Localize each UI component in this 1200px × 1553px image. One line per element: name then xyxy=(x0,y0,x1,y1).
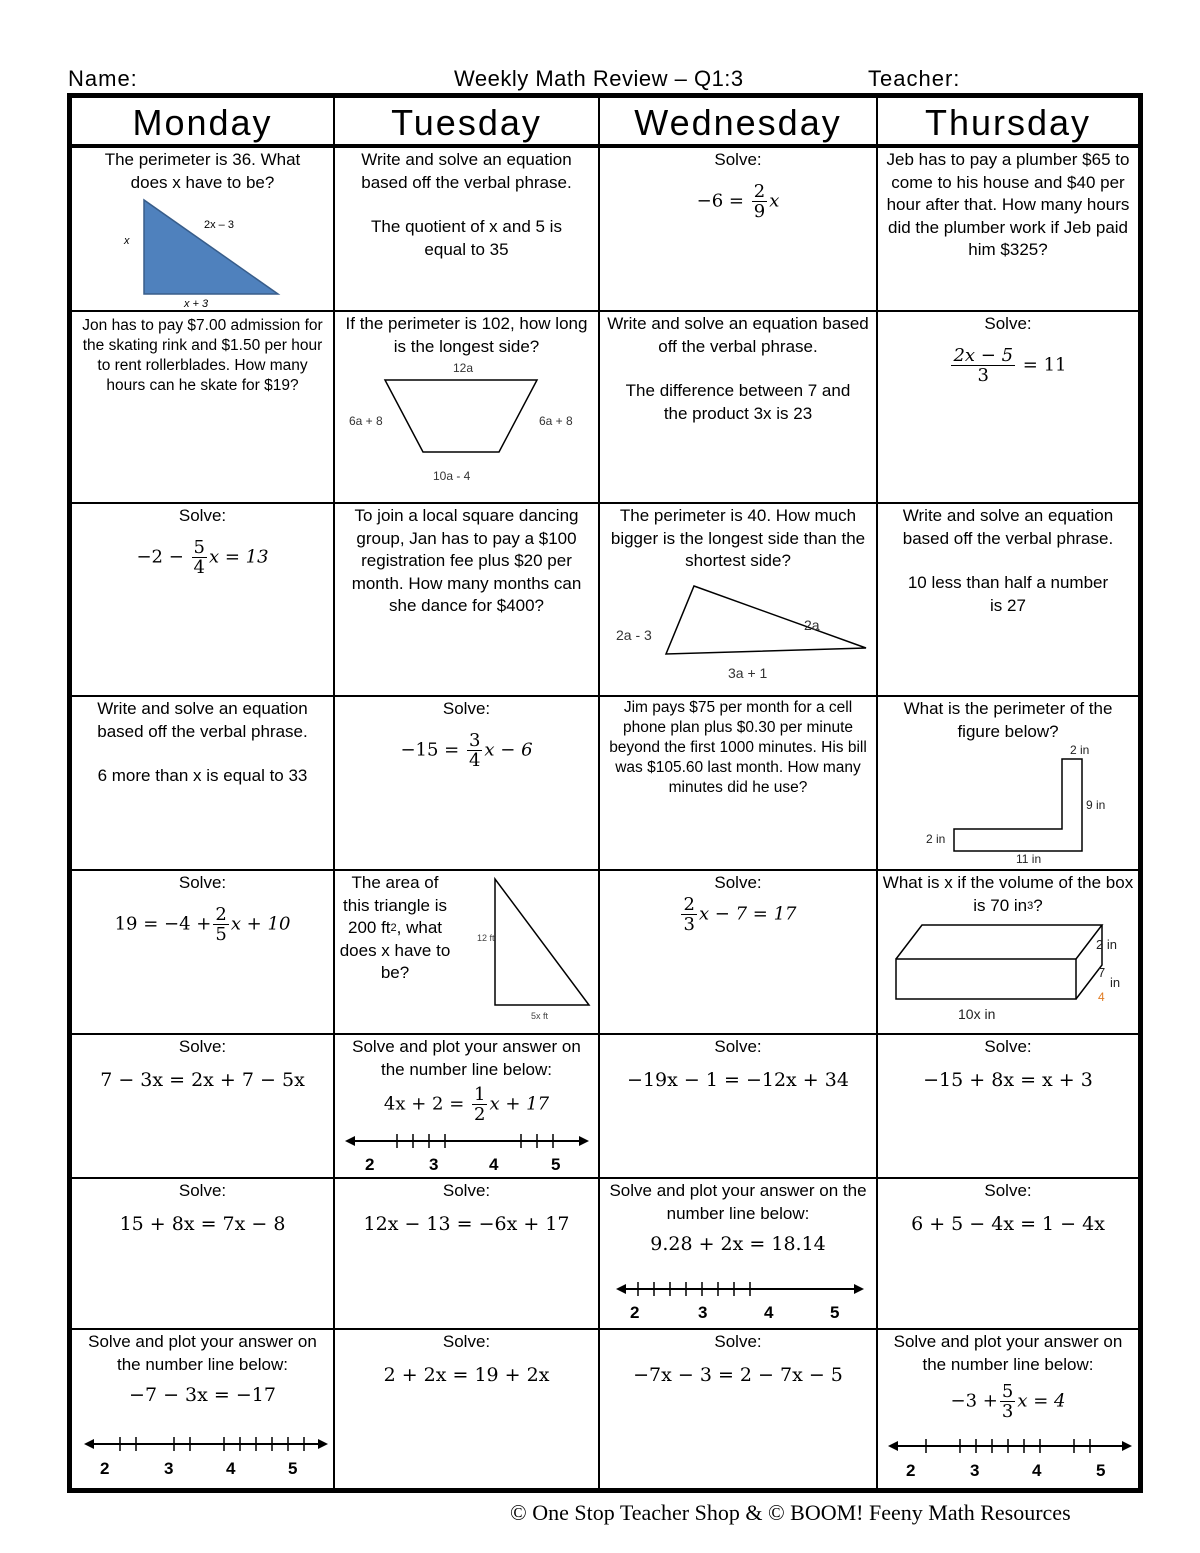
right-arrow xyxy=(854,1284,864,1294)
tick-label: 3 xyxy=(429,1155,439,1174)
instruction-text: Solve and plot your answer on the number line below: xyxy=(352,1037,581,1079)
equation xyxy=(604,895,872,934)
verbal-phrase: The difference between 7 and the product 3x is 23 xyxy=(625,381,851,423)
tick-label: 4 xyxy=(1032,1461,1042,1480)
base-label: 11 in xyxy=(1016,852,1042,865)
instruction-text: Solve and plot your answer on the number line below: xyxy=(893,1332,1123,1374)
problem-text: Jeb has to pay a plumber $65 to come to his house and $40 per hour after that. How many hours did the plumber work if Jeb paid him $325? xyxy=(886,150,1130,259)
numerator: 2 xyxy=(683,893,695,915)
exponent: 2 xyxy=(390,922,397,934)
tick-label: 4 xyxy=(489,1155,499,1174)
solve-label: Solve: xyxy=(178,506,227,525)
copyright-footer: © One Stop Teacher Shop & © BOOM! Feeny Math Resources xyxy=(510,1500,1071,1525)
depth-label-number: 7 xyxy=(1098,965,1106,980)
day-header-thursday: Thursday xyxy=(924,102,1092,143)
monday-solve-problem-3 xyxy=(72,1035,333,1177)
left-side-label: 6a + 8 xyxy=(349,414,383,428)
day-header-monday: Monday xyxy=(132,102,273,143)
monday-verbal-phrase-problem xyxy=(72,697,333,869)
tick-label: 5 xyxy=(830,1303,840,1322)
equation: −7x − 3 = 2 − 7x − 5 xyxy=(633,1363,843,1386)
thursday-solve-problem xyxy=(878,312,1138,502)
solve-label: Solve: xyxy=(984,314,1032,333)
right-side-label: 2a xyxy=(804,617,820,633)
equation-right: = 11 xyxy=(1022,354,1067,375)
l-shape-figure xyxy=(918,741,1128,865)
instruction-text: Write and solve an equation based off the verbal phrase. xyxy=(607,314,869,356)
numerator: 3 xyxy=(468,729,481,751)
tick-label: 5 xyxy=(1096,1461,1106,1480)
solve-label: Solve: xyxy=(178,1181,227,1200)
solve-label: Solve: xyxy=(442,1332,491,1351)
tick-label: 4 xyxy=(226,1459,236,1478)
problem-text: Jim pays $75 per month for a cell phone plan plus $0.30 per minute beyond the first 1000 minutes. His bill was $105.60 last month. How many minutes did he use? xyxy=(609,699,867,796)
numerator: 1 xyxy=(474,1084,486,1105)
problem-text xyxy=(339,872,451,985)
monday-solve-problem-2 xyxy=(72,871,333,1033)
instruction-text: Write and solve an equation based off the verbal phrase. xyxy=(902,506,1114,548)
fraction xyxy=(192,538,207,577)
tuesday-verbal-phrase-problem xyxy=(335,148,598,310)
worksheet-title: Weekly Math Review – Q1:3 xyxy=(454,66,744,91)
scalene-triangle-figure xyxy=(604,578,872,690)
problem-text: To join a local square dancing group, Jan has to pay a $100 registration fee plus $20 per month. How many months can she dance for $400? xyxy=(351,506,582,615)
denominator: 4 xyxy=(193,556,205,578)
triangle-shape xyxy=(144,200,278,294)
problem-text: The perimeter is 36. What does x have to be? xyxy=(104,150,301,192)
fraction xyxy=(951,346,1015,385)
thursday-solve-problem-2 xyxy=(878,1035,1138,1177)
verbal-phrase: The quotient of x and 5 is equal to 35 xyxy=(371,217,562,259)
equation: 6 + 5 − 4x = 1 − 4x xyxy=(911,1212,1105,1235)
thursday-plumber-problem xyxy=(878,148,1138,310)
tuesday-plot-problem xyxy=(335,1035,598,1177)
denominator: 3 xyxy=(683,913,695,935)
box-figure xyxy=(892,919,1138,1031)
equation: 9.28 + 2x = 18.14 xyxy=(650,1233,826,1255)
equation: 12x − 13 = −6x + 17 xyxy=(363,1212,570,1235)
tick-label: 3 xyxy=(698,1303,708,1322)
right-arrow xyxy=(318,1439,328,1449)
tick-labels xyxy=(906,1461,1105,1480)
wednesday-triangle-perimeter-problem xyxy=(600,504,876,695)
number-line[interactable] xyxy=(345,1131,589,1177)
tick-label: 5 xyxy=(551,1155,561,1174)
equation-right: x − 6 xyxy=(484,739,533,760)
equation: −15 + 8x = x + 3 xyxy=(923,1068,1093,1091)
side-label-base: x + 3 xyxy=(184,298,209,308)
equation-right: x = 4 xyxy=(1017,1390,1066,1412)
tuesday-triangle-area-problem xyxy=(335,871,598,1033)
side-label-x: x xyxy=(124,235,130,247)
equation: 7 − 3x = 2x + 7 − 5x xyxy=(100,1068,305,1091)
fraction xyxy=(472,1085,487,1124)
equation xyxy=(882,346,1134,385)
problem-text-b: , what does x have to be? xyxy=(339,918,451,982)
equation: 15 + 8x = 7x − 8 xyxy=(119,1212,286,1235)
equation-right: x = 13 xyxy=(208,546,269,567)
day-header-wednesday: Wednesday xyxy=(634,102,842,143)
right-triangle-figure xyxy=(473,875,595,1023)
thursday-solve-problem-3 xyxy=(878,1179,1138,1328)
equation: 2 + 2x = 19 + 2x xyxy=(383,1363,550,1386)
instruction-text: Solve and plot your answer on the number line below: xyxy=(88,1332,317,1374)
number-line[interactable] xyxy=(616,1279,864,1325)
equation xyxy=(339,1085,594,1124)
tick-labels xyxy=(630,1303,839,1322)
length-label: 10x in xyxy=(958,1006,996,1022)
problem-text: If the perimeter is 102, how long is the longest side? xyxy=(345,314,588,356)
triangle-shape xyxy=(495,879,589,1005)
thursday-l-shape-perimeter-problem xyxy=(878,697,1138,869)
day-header-tuesday: Tuesday xyxy=(391,102,542,143)
side-label-hypotenuse: 2x – 3 xyxy=(204,219,234,231)
problem-text-b: ? xyxy=(1033,895,1043,915)
equation-right: x + 10 xyxy=(230,913,291,934)
equation: −19x − 1 = −12x + 34 xyxy=(627,1068,849,1091)
problem-text-a: The area of this triangle is 200 ft xyxy=(343,873,447,937)
wednesday-plot-problem xyxy=(600,1179,876,1328)
solve-label: Solve: xyxy=(714,873,762,892)
trapezoid-figure xyxy=(339,360,593,490)
denominator: 3 xyxy=(977,364,989,386)
depth-label-unit: in xyxy=(1110,975,1121,990)
wednesday-verbal-phrase-problem xyxy=(600,312,876,502)
wednesday-cell-phone-problem xyxy=(600,697,876,869)
numerator: 2 xyxy=(753,180,766,202)
review-grid xyxy=(67,93,1143,1493)
fraction xyxy=(213,905,228,944)
instruction-text: Write and solve an equation based off the verbal phrase. xyxy=(97,699,308,741)
solve-label: Solve: xyxy=(442,699,491,718)
tick-labels xyxy=(100,1459,297,1478)
name-label: Name: xyxy=(68,66,138,91)
tick-label: 2 xyxy=(906,1461,916,1480)
equation-left: −3 + xyxy=(950,1390,998,1412)
instruction-text: Write and solve an equation based off the verbal phrase. xyxy=(361,150,572,192)
numerator: 5 xyxy=(193,536,205,558)
box-top-face xyxy=(896,925,1102,959)
tick-label: 5 xyxy=(288,1459,298,1478)
instruction-text: Solve and plot your answer on the number line below: xyxy=(609,1181,867,1223)
equation-right: x xyxy=(769,190,780,211)
monday-skating-problem xyxy=(72,312,333,502)
problem-text: Jon has to pay $7.00 admission for the skating rink and $1.50 per hour to rent rollerblades. How many hours can he skate for $19? xyxy=(82,317,323,394)
trapezoid-shape xyxy=(385,380,537,452)
verbal-phrase: 6 more than x is equal to 33 xyxy=(97,766,308,785)
tick-label: 3 xyxy=(970,1461,980,1480)
tick-label: 2 xyxy=(365,1155,375,1174)
top-width-label: 2 in xyxy=(1070,743,1090,757)
fraction xyxy=(681,895,696,934)
solve-label: Solve: xyxy=(178,873,227,892)
left-arrow xyxy=(888,1441,898,1451)
equation xyxy=(76,905,329,944)
tuesday-dancing-problem xyxy=(335,504,598,695)
teacher-label: Teacher: xyxy=(868,66,961,91)
fraction xyxy=(752,182,767,221)
solve-label: Solve: xyxy=(984,1037,1032,1056)
equation xyxy=(339,731,594,770)
numerator: 2 xyxy=(215,903,227,925)
number-line[interactable] xyxy=(888,1436,1132,1484)
problem-text-a: What is x if the volume of the box is 70 in xyxy=(882,873,1134,915)
triangle-shape xyxy=(666,586,866,654)
left-height-label: 2 in xyxy=(926,832,946,846)
tick-label: 4 xyxy=(764,1303,774,1322)
left-arrow xyxy=(345,1136,355,1146)
denominator: 3 xyxy=(1001,1401,1014,1422)
l-shape xyxy=(954,759,1082,851)
monday-solve-problem xyxy=(72,504,333,695)
equation-left: 19 = −4 + xyxy=(114,913,212,934)
numerator: 2x − 5 xyxy=(953,344,1014,366)
thursday-plot-problem xyxy=(878,1330,1138,1488)
right-arrow xyxy=(579,1136,589,1146)
solve-label: Solve: xyxy=(714,150,762,169)
monday-perimeter-problem xyxy=(72,148,333,310)
numerator: 5 xyxy=(1001,1381,1014,1402)
depth-label-extra: 4 xyxy=(1098,990,1105,1004)
fraction xyxy=(467,731,482,770)
wednesday-solve-problem-3 xyxy=(600,1035,876,1177)
height-label: 9 in xyxy=(1086,798,1106,812)
top-side-label: 12a xyxy=(453,361,474,375)
exponent: 3 xyxy=(1027,899,1034,912)
solve-label: Solve: xyxy=(984,1181,1032,1200)
left-arrow xyxy=(84,1439,94,1449)
wednesday-solve-problem-4 xyxy=(600,1330,876,1488)
solve-label: Solve: xyxy=(714,1037,762,1056)
equation xyxy=(604,182,872,221)
tick-label: 2 xyxy=(630,1303,640,1322)
bottom-side-label: 10a - 4 xyxy=(433,469,471,483)
equation-right: x − 7 = 17 xyxy=(698,903,797,924)
equation-left: −15 = xyxy=(400,739,460,760)
verbal-phrase: 10 less than half a number is 27 xyxy=(907,573,1109,615)
problem-text: What is the perimeter of the figure below? xyxy=(903,699,1113,741)
right-arrow xyxy=(1122,1441,1132,1451)
denominator: 5 xyxy=(215,923,227,945)
equation-right: x + 17 xyxy=(489,1093,550,1115)
height-label: 2 in xyxy=(1096,937,1117,952)
wednesday-solve-problem-2 xyxy=(600,871,876,1033)
equation: −7 − 3x = −17 xyxy=(129,1384,276,1406)
tuesday-solve-problem-3 xyxy=(335,1330,598,1488)
left-arrow xyxy=(616,1284,626,1294)
box-front-face xyxy=(896,959,1076,999)
tuesday-solve-problem-2 xyxy=(335,1179,598,1328)
number-line[interactable] xyxy=(84,1434,328,1482)
equation xyxy=(76,538,329,577)
thursday-verbal-phrase-problem xyxy=(878,504,1138,695)
solve-label: Solve: xyxy=(178,1037,227,1056)
equation-left: −2 − xyxy=(136,546,184,567)
problem-text xyxy=(882,872,1134,917)
equation-left: −6 = xyxy=(696,190,744,211)
equation-left: 4x + 2 = xyxy=(383,1093,465,1115)
fraction xyxy=(1000,1382,1015,1421)
monday-plot-problem xyxy=(72,1330,333,1488)
right-triangle-figure xyxy=(102,198,282,308)
denominator: 9 xyxy=(753,200,766,222)
denominator: 4 xyxy=(468,749,481,771)
equation xyxy=(882,1382,1134,1421)
wednesday-solve-problem xyxy=(600,148,876,310)
tick-labels xyxy=(365,1155,560,1174)
monday-solve-problem-4 xyxy=(72,1179,333,1328)
thursday-box-volume-problem xyxy=(878,871,1138,1033)
solve-label: Solve: xyxy=(714,1332,762,1351)
right-side-label: 6a + 8 xyxy=(539,414,573,428)
tick-label: 2 xyxy=(100,1459,110,1478)
problem-text: The perimeter is 40. How much bigger is the longest side than the shortest side? xyxy=(610,506,866,570)
tuesday-trapezoid-problem xyxy=(335,312,598,502)
solve-label: Solve: xyxy=(442,1181,491,1200)
base-label: 5x ft xyxy=(531,1011,549,1021)
denominator: 2 xyxy=(474,1104,486,1125)
tick-label: 3 xyxy=(164,1459,174,1478)
left-side-label: 2a - 3 xyxy=(616,627,652,643)
tuesday-solve-problem xyxy=(335,697,598,869)
worksheet-header xyxy=(68,66,1142,92)
height-label: 12 ft xyxy=(477,933,495,943)
bottom-side-label: 3a + 1 xyxy=(728,665,768,681)
